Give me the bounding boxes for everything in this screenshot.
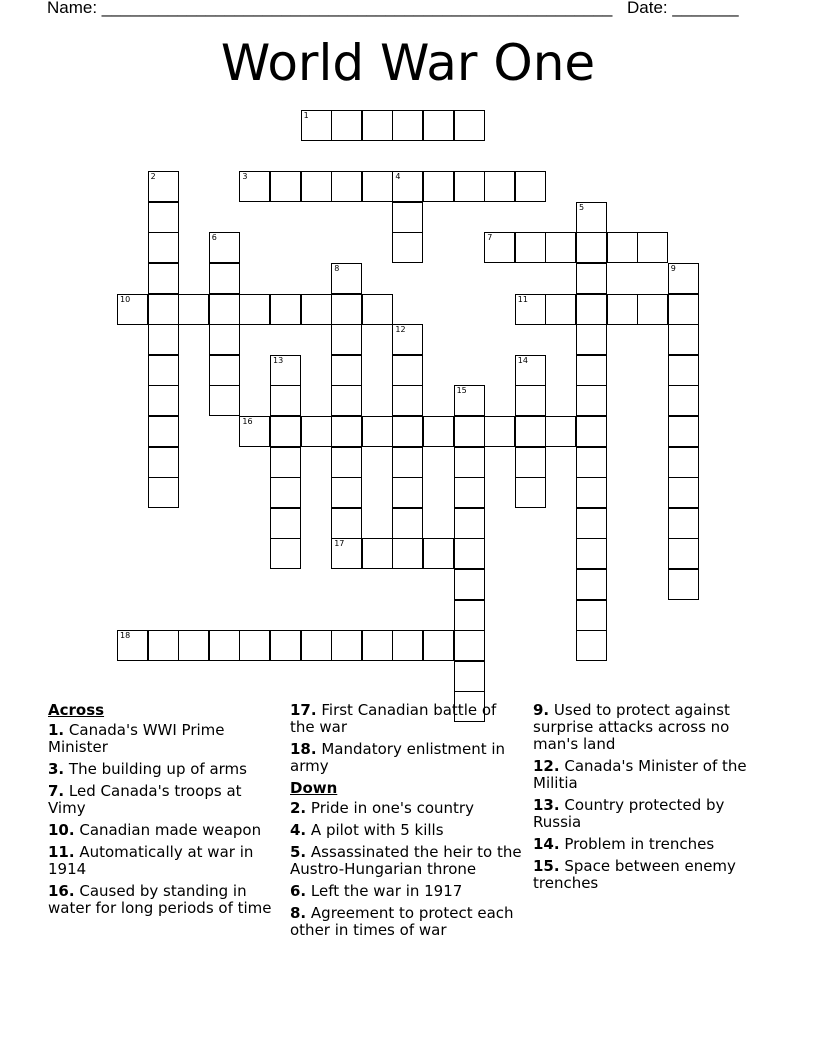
clue-number: 10.: [48, 821, 75, 839]
grid-cell[interactable]: [148, 355, 179, 386]
grid-cell[interactable]: [331, 385, 362, 416]
clue-text: The building up of arms: [68, 760, 247, 778]
clue-number: 4.: [290, 821, 307, 839]
cell-number: 6: [211, 233, 217, 243]
clue-text: Used to protect against surprise attacks across no man's land: [533, 701, 730, 753]
clue-text: Assassinated the heir to the Austro-Hungarian throne: [290, 843, 522, 878]
date-field[interactable]: Date: _______: [627, 0, 739, 17]
grid-cell[interactable]: [392, 630, 423, 661]
grid-cell[interactable]: [239, 294, 270, 325]
grid-cell[interactable]: [668, 508, 699, 539]
grid-cell[interactable]: [607, 232, 638, 263]
grid-cell[interactable]: [270, 447, 301, 478]
grid-cell[interactable]: [148, 294, 179, 325]
grid-cell[interactable]: [392, 110, 423, 141]
grid-cell[interactable]: [392, 232, 423, 263]
grid-cell[interactable]: [454, 538, 485, 569]
grid-cell[interactable]: [209, 232, 240, 263]
grid-cell[interactable]: [454, 569, 485, 600]
down-clue-9: [533, 702, 773, 753]
clue-number: 6.: [290, 882, 307, 900]
grid-cell[interactable]: [148, 416, 179, 447]
grid-cell[interactable]: [576, 416, 607, 447]
grid-cell[interactable]: [454, 630, 485, 661]
grid-cell[interactable]: [576, 477, 607, 508]
grid-cell[interactable]: [668, 355, 699, 386]
grid-cell[interactable]: [117, 630, 148, 661]
grid-cell[interactable]: [392, 171, 423, 202]
down-clue-13: [533, 797, 773, 831]
grid-cell[interactable]: [270, 385, 301, 416]
grid-cell[interactable]: [454, 416, 485, 447]
grid-cell[interactable]: [331, 508, 362, 539]
clue-number: 12.: [533, 757, 560, 775]
grid-cell[interactable]: [209, 294, 240, 325]
across-clue-18: [290, 741, 522, 775]
clue-number: 16.: [48, 882, 75, 900]
grid-cell[interactable]: [148, 385, 179, 416]
clue-number: 2.: [290, 799, 307, 817]
clue-text: Canada's WWI Prime Minister: [48, 721, 225, 756]
down-clue-5: [290, 844, 522, 878]
grid-cell[interactable]: [392, 447, 423, 478]
clue-number: 3.: [48, 760, 65, 778]
grid-cell[interactable]: [392, 508, 423, 539]
grid-cell[interactable]: [270, 630, 301, 661]
clue-number: 9.: [533, 701, 550, 719]
grid-cell[interactable]: [484, 232, 515, 263]
clue-text: Problem in trenches: [564, 835, 715, 853]
across-clue-16: [48, 883, 280, 917]
grid-cell[interactable]: [423, 538, 454, 569]
grid-cell[interactable]: [545, 294, 576, 325]
grid-cell[interactable]: [301, 171, 332, 202]
grid-cell[interactable]: [148, 263, 179, 294]
cell-number: 18: [120, 631, 131, 641]
across-clue-11: [48, 844, 280, 878]
grid-cell[interactable]: [392, 324, 423, 355]
cell-number: 3: [242, 172, 248, 182]
down-clue-14: [533, 836, 773, 853]
down-clue-4: [290, 822, 522, 839]
across-heading: Across: [48, 701, 105, 719]
grid-cell[interactable]: [331, 355, 362, 386]
grid-cell[interactable]: [331, 324, 362, 355]
grid-cell[interactable]: [423, 171, 454, 202]
grid-cell[interactable]: [454, 110, 485, 141]
grid-cell[interactable]: [362, 630, 393, 661]
across-clue-3: [48, 761, 280, 778]
grid-cell[interactable]: [576, 600, 607, 631]
clues-column-2: [290, 702, 522, 944]
grid-cell[interactable]: [515, 355, 546, 386]
grid-cell[interactable]: [576, 569, 607, 600]
grid-cell[interactable]: [362, 294, 393, 325]
page-title: World War One: [220, 34, 596, 92]
clue-text: Mandatory enlistment in army: [290, 740, 506, 775]
clue-text: A pilot with 5 kills: [310, 821, 444, 839]
grid-cell[interactable]: [148, 232, 179, 263]
grid-cell[interactable]: [209, 385, 240, 416]
grid-cell[interactable]: [576, 263, 607, 294]
cell-number: 1: [303, 111, 309, 120]
grid-cell[interactable]: [362, 538, 393, 569]
down-heading: Down: [290, 779, 338, 797]
grid-cell[interactable]: [178, 294, 209, 325]
clues-column-1: [48, 702, 280, 922]
cell-number: 17: [334, 539, 345, 549]
grid-cell[interactable]: [178, 630, 209, 661]
grid-cell[interactable]: [668, 538, 699, 569]
grid-cell[interactable]: [515, 171, 546, 202]
grid-cell[interactable]: [454, 385, 485, 416]
grid-cell[interactable]: [576, 447, 607, 478]
name-field[interactable]: Name: ______________________________________________________: [47, 0, 613, 17]
clue-text: Canada's Minister of the Militia: [533, 757, 747, 792]
grid-cell[interactable]: [454, 508, 485, 539]
clue-number: 17.: [290, 701, 317, 719]
grid-cell[interactable]: [454, 447, 485, 478]
grid-cell[interactable]: [148, 477, 179, 508]
grid-cell[interactable]: [117, 294, 148, 325]
grid-cell[interactable]: [209, 324, 240, 355]
grid-cell[interactable]: [331, 538, 362, 569]
grid-cell[interactable]: [362, 416, 393, 447]
grid-cell[interactable]: [301, 416, 332, 447]
clue-number: 5.: [290, 843, 307, 861]
grid-cell[interactable]: [148, 324, 179, 355]
grid-cell[interactable]: [301, 110, 332, 141]
clue-text: Country protected by Russia: [533, 796, 725, 831]
clue-text: Space between enemy trenches: [533, 857, 736, 892]
clue-text: Led Canada's troops at Vimy: [48, 782, 242, 817]
grid-cell[interactable]: [576, 294, 607, 325]
clue-text: Pride in one's country: [310, 799, 474, 817]
across-clue-17: [290, 702, 522, 736]
grid-cell[interactable]: [668, 263, 699, 294]
cell-number: 10: [120, 294, 131, 304]
grid-cell[interactable]: [576, 232, 607, 263]
cell-number: 15: [456, 386, 467, 396]
grid-cell[interactable]: [270, 416, 301, 447]
grid-cell[interactable]: [576, 355, 607, 386]
grid-cell[interactable]: [148, 171, 179, 202]
cell-number: 9: [670, 264, 676, 273]
grid-cell[interactable]: [331, 110, 362, 141]
down-clue-2: [290, 800, 522, 817]
cell-number: 5: [579, 202, 585, 212]
across-clue-7: [48, 783, 280, 817]
grid-cell[interactable]: [545, 416, 576, 447]
grid-cell[interactable]: [668, 294, 699, 325]
cell-number: 8: [334, 264, 340, 273]
grid-cell[interactable]: [545, 232, 576, 263]
grid-cell[interactable]: [362, 110, 393, 141]
clue-number: 7.: [48, 782, 65, 800]
grid-cell[interactable]: [331, 263, 362, 294]
grid-cell[interactable]: [515, 232, 546, 263]
across-clue-1: [48, 722, 280, 756]
grid-cell[interactable]: [331, 294, 362, 325]
grid-cell[interactable]: [392, 477, 423, 508]
cell-number: 2: [150, 172, 156, 182]
grid-cell[interactable]: [454, 171, 485, 202]
grid-cell[interactable]: [668, 416, 699, 447]
grid-cell[interactable]: [515, 385, 546, 416]
grid-cell[interactable]: [148, 447, 179, 478]
clue-text: Left the war in 1917: [310, 882, 463, 900]
down-clue-12: [533, 758, 773, 792]
grid-cell[interactable]: [331, 477, 362, 508]
grid-cell[interactable]: [270, 171, 301, 202]
grid-cell[interactable]: [454, 661, 485, 692]
grid-cell[interactable]: [423, 416, 454, 447]
grid-cell[interactable]: [637, 294, 668, 325]
grid-cell[interactable]: [454, 600, 485, 631]
clue-number: 18.: [290, 740, 317, 758]
grid-cell[interactable]: [270, 508, 301, 539]
clue-number: 1.: [48, 721, 65, 739]
clue-number: 14.: [533, 835, 560, 853]
grid-cell[interactable]: [484, 171, 515, 202]
clue-text: Caused by standing in water for long periods of time: [48, 882, 272, 917]
grid-cell[interactable]: [331, 447, 362, 478]
grid-cell[interactable]: [392, 202, 423, 233]
grid-cell[interactable]: [515, 477, 546, 508]
grid-cell[interactable]: [484, 416, 515, 447]
grid-cell[interactable]: [301, 294, 332, 325]
grid-cell[interactable]: [515, 416, 546, 447]
down-clue-15: [533, 858, 773, 892]
down-clue-8: [290, 905, 522, 939]
clue-text: First Canadian battle of the war: [290, 701, 497, 736]
grid-cell[interactable]: [423, 630, 454, 661]
grid-cell[interactable]: [270, 477, 301, 508]
grid-cell[interactable]: [270, 294, 301, 325]
grid-cell[interactable]: [576, 630, 607, 661]
grid-cell[interactable]: [239, 630, 270, 661]
cell-number: 16: [242, 417, 253, 426]
grid-cell[interactable]: [576, 202, 607, 233]
grid-cell[interactable]: [515, 447, 546, 478]
down-clue-6: [290, 883, 522, 900]
cell-number: 4: [395, 172, 401, 182]
grid-cell[interactable]: [331, 630, 362, 661]
cell-number: 14: [517, 355, 528, 365]
grid-cell[interactable]: [576, 385, 607, 416]
cell-number: 11: [517, 294, 528, 304]
cell-number: 7: [487, 233, 493, 243]
clue-text: Automatically at war in 1914: [48, 843, 254, 878]
grid-cell[interactable]: [392, 416, 423, 447]
clue-text: Canadian made weapon: [79, 821, 262, 839]
grid-cell[interactable]: [515, 294, 546, 325]
grid-cell[interactable]: [331, 171, 362, 202]
grid-cell[interactable]: [668, 477, 699, 508]
grid-cell[interactable]: [576, 324, 607, 355]
grid-cell[interactable]: [148, 202, 179, 233]
grid-cell[interactable]: [668, 324, 699, 355]
grid-cell[interactable]: [270, 355, 301, 386]
grid-cell[interactable]: [454, 477, 485, 508]
clue-number: 8.: [290, 904, 307, 922]
grid-cell[interactable]: [209, 263, 240, 294]
grid-cell[interactable]: [423, 110, 454, 141]
grid-cell[interactable]: [148, 630, 179, 661]
grid-cell[interactable]: [270, 538, 301, 569]
grid-cell[interactable]: [576, 538, 607, 569]
cell-number: 12: [395, 325, 406, 335]
grid-cell[interactable]: [362, 171, 393, 202]
grid-cell[interactable]: [668, 385, 699, 416]
cell-number: 13: [273, 355, 284, 365]
clues-column-3: [533, 702, 773, 897]
grid-cell[interactable]: [637, 232, 668, 263]
clue-number: 11.: [48, 843, 75, 861]
clue-number: 15.: [533, 857, 560, 875]
grid-cell[interactable]: [576, 508, 607, 539]
grid-cell[interactable]: [668, 447, 699, 478]
grid-cell[interactable]: [392, 385, 423, 416]
grid-cell[interactable]: [392, 355, 423, 386]
clue-text: Agreement to protect each other in times of war: [290, 904, 514, 939]
grid-cell[interactable]: [331, 416, 362, 447]
grid-cell[interactable]: [301, 630, 332, 661]
grid-cell[interactable]: [607, 294, 638, 325]
grid-cell[interactable]: [209, 630, 240, 661]
across-clue-10: [48, 822, 280, 839]
grid-cell[interactable]: [239, 171, 270, 202]
grid-cell[interactable]: [392, 538, 423, 569]
clue-number: 13.: [533, 796, 560, 814]
grid-cell[interactable]: [209, 355, 240, 386]
grid-cell[interactable]: [239, 416, 270, 447]
grid-cell[interactable]: [668, 569, 699, 600]
